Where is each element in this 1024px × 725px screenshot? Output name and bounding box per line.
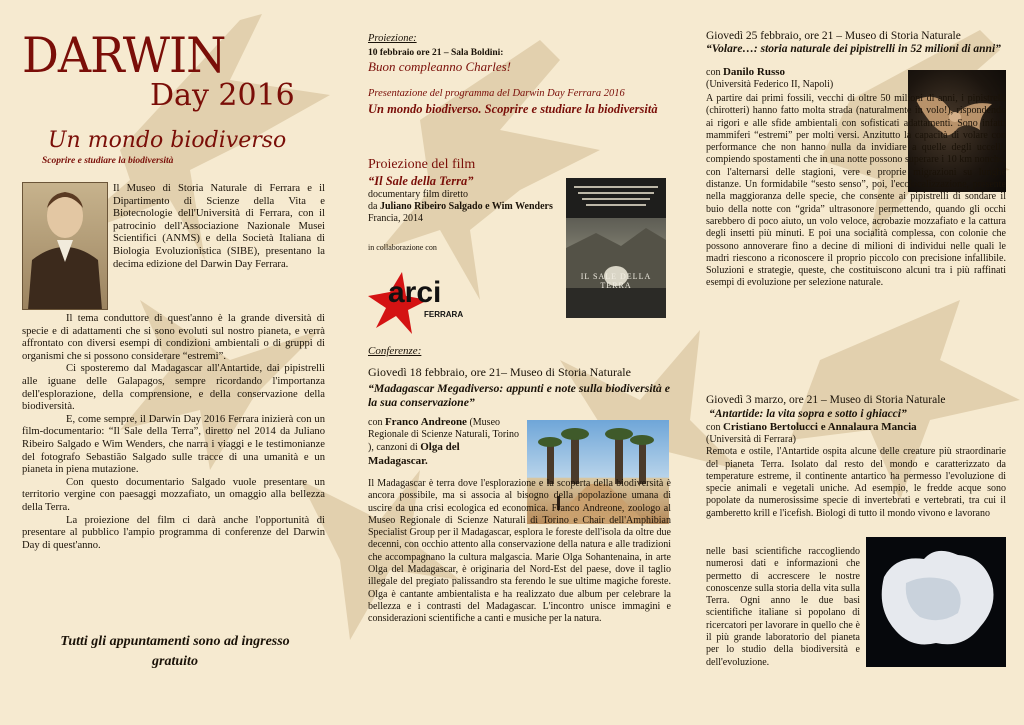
intro-para-6: La proiezione del film ci darà anche l'opportunità di presentare al pubblico l'ampio programma di conferenze del Darwin Day di quest'anno. — [22, 514, 325, 551]
film-directors: Juliano Ribeiro Salgado e Wim Wenders — [379, 201, 553, 212]
conf2-title: “Volare…: storia naturale dei pipistrelli in 52 milioni di anni” — [706, 43, 1001, 55]
portrait-image — [22, 182, 108, 310]
arci-logo — [366, 270, 466, 340]
arci-city: FERRARA — [424, 310, 464, 319]
conf1-text-wrap — [368, 478, 671, 626]
conf1-speaker — [368, 416, 521, 468]
title-darwin: DARWIN — [22, 26, 226, 84]
arci-word: arci — [388, 276, 442, 309]
film-heading: Proiezione del film — [368, 157, 476, 172]
conf3-with: con — [706, 422, 721, 433]
film-by: da — [368, 201, 378, 212]
presentation: Presentazione del programma del Darwin Day Ferrara 2016 — [368, 88, 625, 99]
conf3-speaker-line — [706, 421, 1006, 434]
film-by-line — [368, 201, 558, 213]
conf2-speaker-name: Danilo Russo — [722, 66, 785, 78]
title-day: Day 2016 — [150, 78, 295, 113]
conf1-when: Giovedì 18 febbraio, ore 21– Museo di Storia Naturale — [368, 365, 631, 379]
conf1-text: Il Madagascar è terra dove l'esplorazione e la scoperta della biodiversità è ancora possibile, ma si associa al bisogno della popolazione umana di uscire da una crisi ecologica ed economica. Franco Andreone, zoologo al Museo Regionale di Scienze Naturali di Torino e Chair dell'Amphibian Specialist Group per il Madagascar, esplora le foreste dell'isola da oltre due decenni, con occhio attento alla conservazione della natura e alle tradizioni che accompagnano la cultura malgascia. Marie Olga Sohantenaina, in arte Olga del Madagascar, è originaria del Nord-Est del paese, dove il taglio illegale del pregiato palissandro sta ferendo le sue ultime magiche foreste. Olga è cantante ambientalista e ha realizzato due album per celebrare la bellezza e i contrasti del Madagascar. L'incontro unisce immagini e considerazioni scientifiche a canti e musiche per la natura. — [368, 478, 671, 625]
film-kind: documentary film diretto — [368, 189, 468, 200]
conf1-with: con — [368, 417, 383, 428]
conf1-singer: Olga del Madagascar. — [368, 441, 460, 467]
conf1-speaker-name: Franco Andreone — [384, 416, 467, 428]
greeting: Buon compleanno Charles! — [368, 59, 511, 74]
collab: in collaborazione con — [368, 243, 437, 252]
conf2-section — [706, 30, 1006, 56]
conf1-title: “Madagascar Megadiverso: appunti e note sulla biodiversità e la sua conservazione” — [368, 381, 670, 409]
conf3-text2-wrap — [706, 546, 860, 669]
conf1-affil: (Museo Regionale di Scienze Naturali, Torino ) — [368, 417, 520, 454]
conf2-when: Giovedì 25 febbraio, ore 21 – Museo di Storia Naturale — [706, 30, 961, 42]
tagline: Scoprire e studiare la biodiversità — [42, 156, 174, 166]
conf3-text2: nelle basi scientifiche raccogliendo numerosi dati e informazioni che permetto di accrescere le nostre conoscenze sulla storia della vita sulla Terra. Ogni anno le due basi scientifiche italiane si popolano di ricercatori per lavorare in quello che è il più grande laboratorio del pianeta per lo studio della biodiversità e dell'evoluzione. — [706, 546, 860, 668]
intro-body — [22, 313, 325, 552]
conf1-section — [368, 345, 670, 409]
intro-para-3: Ci sposteremo dal Madagascar all'Antartide, dai pipistrelli alle iguane delle Galapagos, sempre ricordando l'importanza dell'esplorazione, della comprensione, e della conservazione della biodiversità. — [22, 363, 325, 413]
film-poster-image — [566, 178, 666, 318]
projection-section — [368, 33, 670, 117]
conf3-when: Giovedì 3 marzo, ore 21 – Museo di Storia Naturale — [706, 394, 946, 406]
film-section — [368, 157, 558, 252]
film-place: Francia, 2014 — [368, 213, 423, 224]
intro-para-4: E, come sempre, il Darwin Day 2016 Ferrara inizierà con un film-documentario: “Il Sale della Terra”, diretto nel 2014 da Juliano Ribeiro Salgado e Wim Wenders, che narra i viaggi e le testimonianze del fotografo Sebastião Salgado sulle tracce di una umanità e un pianeta in piena mutazione. — [22, 413, 325, 476]
film-title: “Il Sale della Terra” — [368, 174, 474, 188]
title-block — [22, 26, 342, 166]
projection-when: 10 febbraio ore 21 – Sala Boldini: — [368, 48, 504, 58]
conf3-affil: (Università di Ferrara) — [706, 434, 796, 446]
conf3-title: “Antartide: la vita sopra e sotto i ghiacci” — [709, 408, 907, 420]
conf2-with: con — [706, 67, 721, 78]
conf3-section — [706, 394, 1006, 520]
conf3-speaker-name: Cristiano Bertolucci e Annalaura Mancia — [722, 421, 917, 433]
intro-para-1: Il Museo di Storia Naturale di Ferrara e il Dipartimento di Scienze della Vita e Biotecnologie dell'Università di Ferrara, con il patrocinio dell'Associazione Nazionale Musei Scientifici (ANMS) e della Società Italiana di Biologia Evoluzionistica (SIBE), presentano la decima edizione del Darwin Day Ferrara. — [113, 183, 325, 270]
free-entry: Tutti gli appuntamenti sono ad ingresso gratuito — [60, 634, 290, 669]
subtitle: Un mondo biodiverso — [48, 128, 287, 153]
intro-para-2: Il tema conduttore di quest'anno è la grande diversità di specie e di adattamenti che si sono evoluti sul nostro pianeta, e verrà affrontato con diversi esempi di condizioni ambientali o di gruppi di organismi che si possono considerare “estremi”. — [22, 313, 325, 362]
conf3-text1: Remota e ostile, l'Antartide ospita alcune delle creature più straordinarie del pianeta Terra. Isolato dal resto del mondo e caratterizzato da temperature estreme, il continente antartico ha permesso l'evoluzione di specie animali e vegetali uniche. Ad esempio, le fredde acque sono popolate da numerosissime specie di invertebrati e vertebrati, tra cui il gamberetto krill e l'icefish. Biologi di tutto il mondo vivono e lavorano — [706, 446, 1006, 519]
conf2-text: A partire dai primi fossili, vecchi di oltre 50 milioni di anni, i pipistrelli (chirotteri) hanno fatto molta strada (naturalmente in volo!), rispondendo ai rigori e alle sfide ambientali con sofisticati adattamenti. Sono infatti mammiferi “estremi” per molti versi. Anzitutto la capacità di volare con performance che non hanno nulla da invidiare a quelle degli uccelli, compiendo spostamenti che in una notte possono superare i 10 km nonché, con l'alternarsi delle stagioni, vere e proprie migrazioni su lunghe distanze. Un formidabile “sesto senso”, poi, l'ecolocalizzazione, presente nella maggioranza delle specie, che consente ai pipistrelli di sondare il buio della notte con “grida” ultrasonore permettendo, quando gli occhi sarebbero di poco aiuto, un volo veloce, acrobazie mozzafiato e la cattura degli insetti più minuti. E poi una socialità complessa, con colonie che possono annoverare fino a decine di milioni di individui nelle quali le madri riescono a riconoscere il proprio piccolo con precisione infallibile. Soluzioni e strategie, queste, che costituiscono alcuni tra i più raffinati esempi di evoluzione per selezione naturale. — [706, 93, 1006, 289]
antarctica-image — [866, 537, 1006, 667]
conf1-and: , canzoni di — [371, 442, 418, 454]
theme: Un mondo biodiverso. Scoprire e studiare la biodiversità — [368, 102, 658, 116]
conf2-speaker — [706, 66, 902, 91]
intro-para-5: Con questo documentario Salgado vuole presentare un territorio vergine con paesaggi mozzafiato, un omaggio alla bellezza della Terra. — [22, 476, 325, 513]
projection-heading: Proiezione: — [368, 33, 417, 44]
conf2-text-wrap — [706, 93, 1006, 290]
poster-title: IL SALE DELLA TERRA — [580, 272, 652, 290]
conf2-affil: (Università Federico II, Napoli) — [706, 79, 834, 91]
conf-heading: Conferenze: — [368, 345, 422, 357]
